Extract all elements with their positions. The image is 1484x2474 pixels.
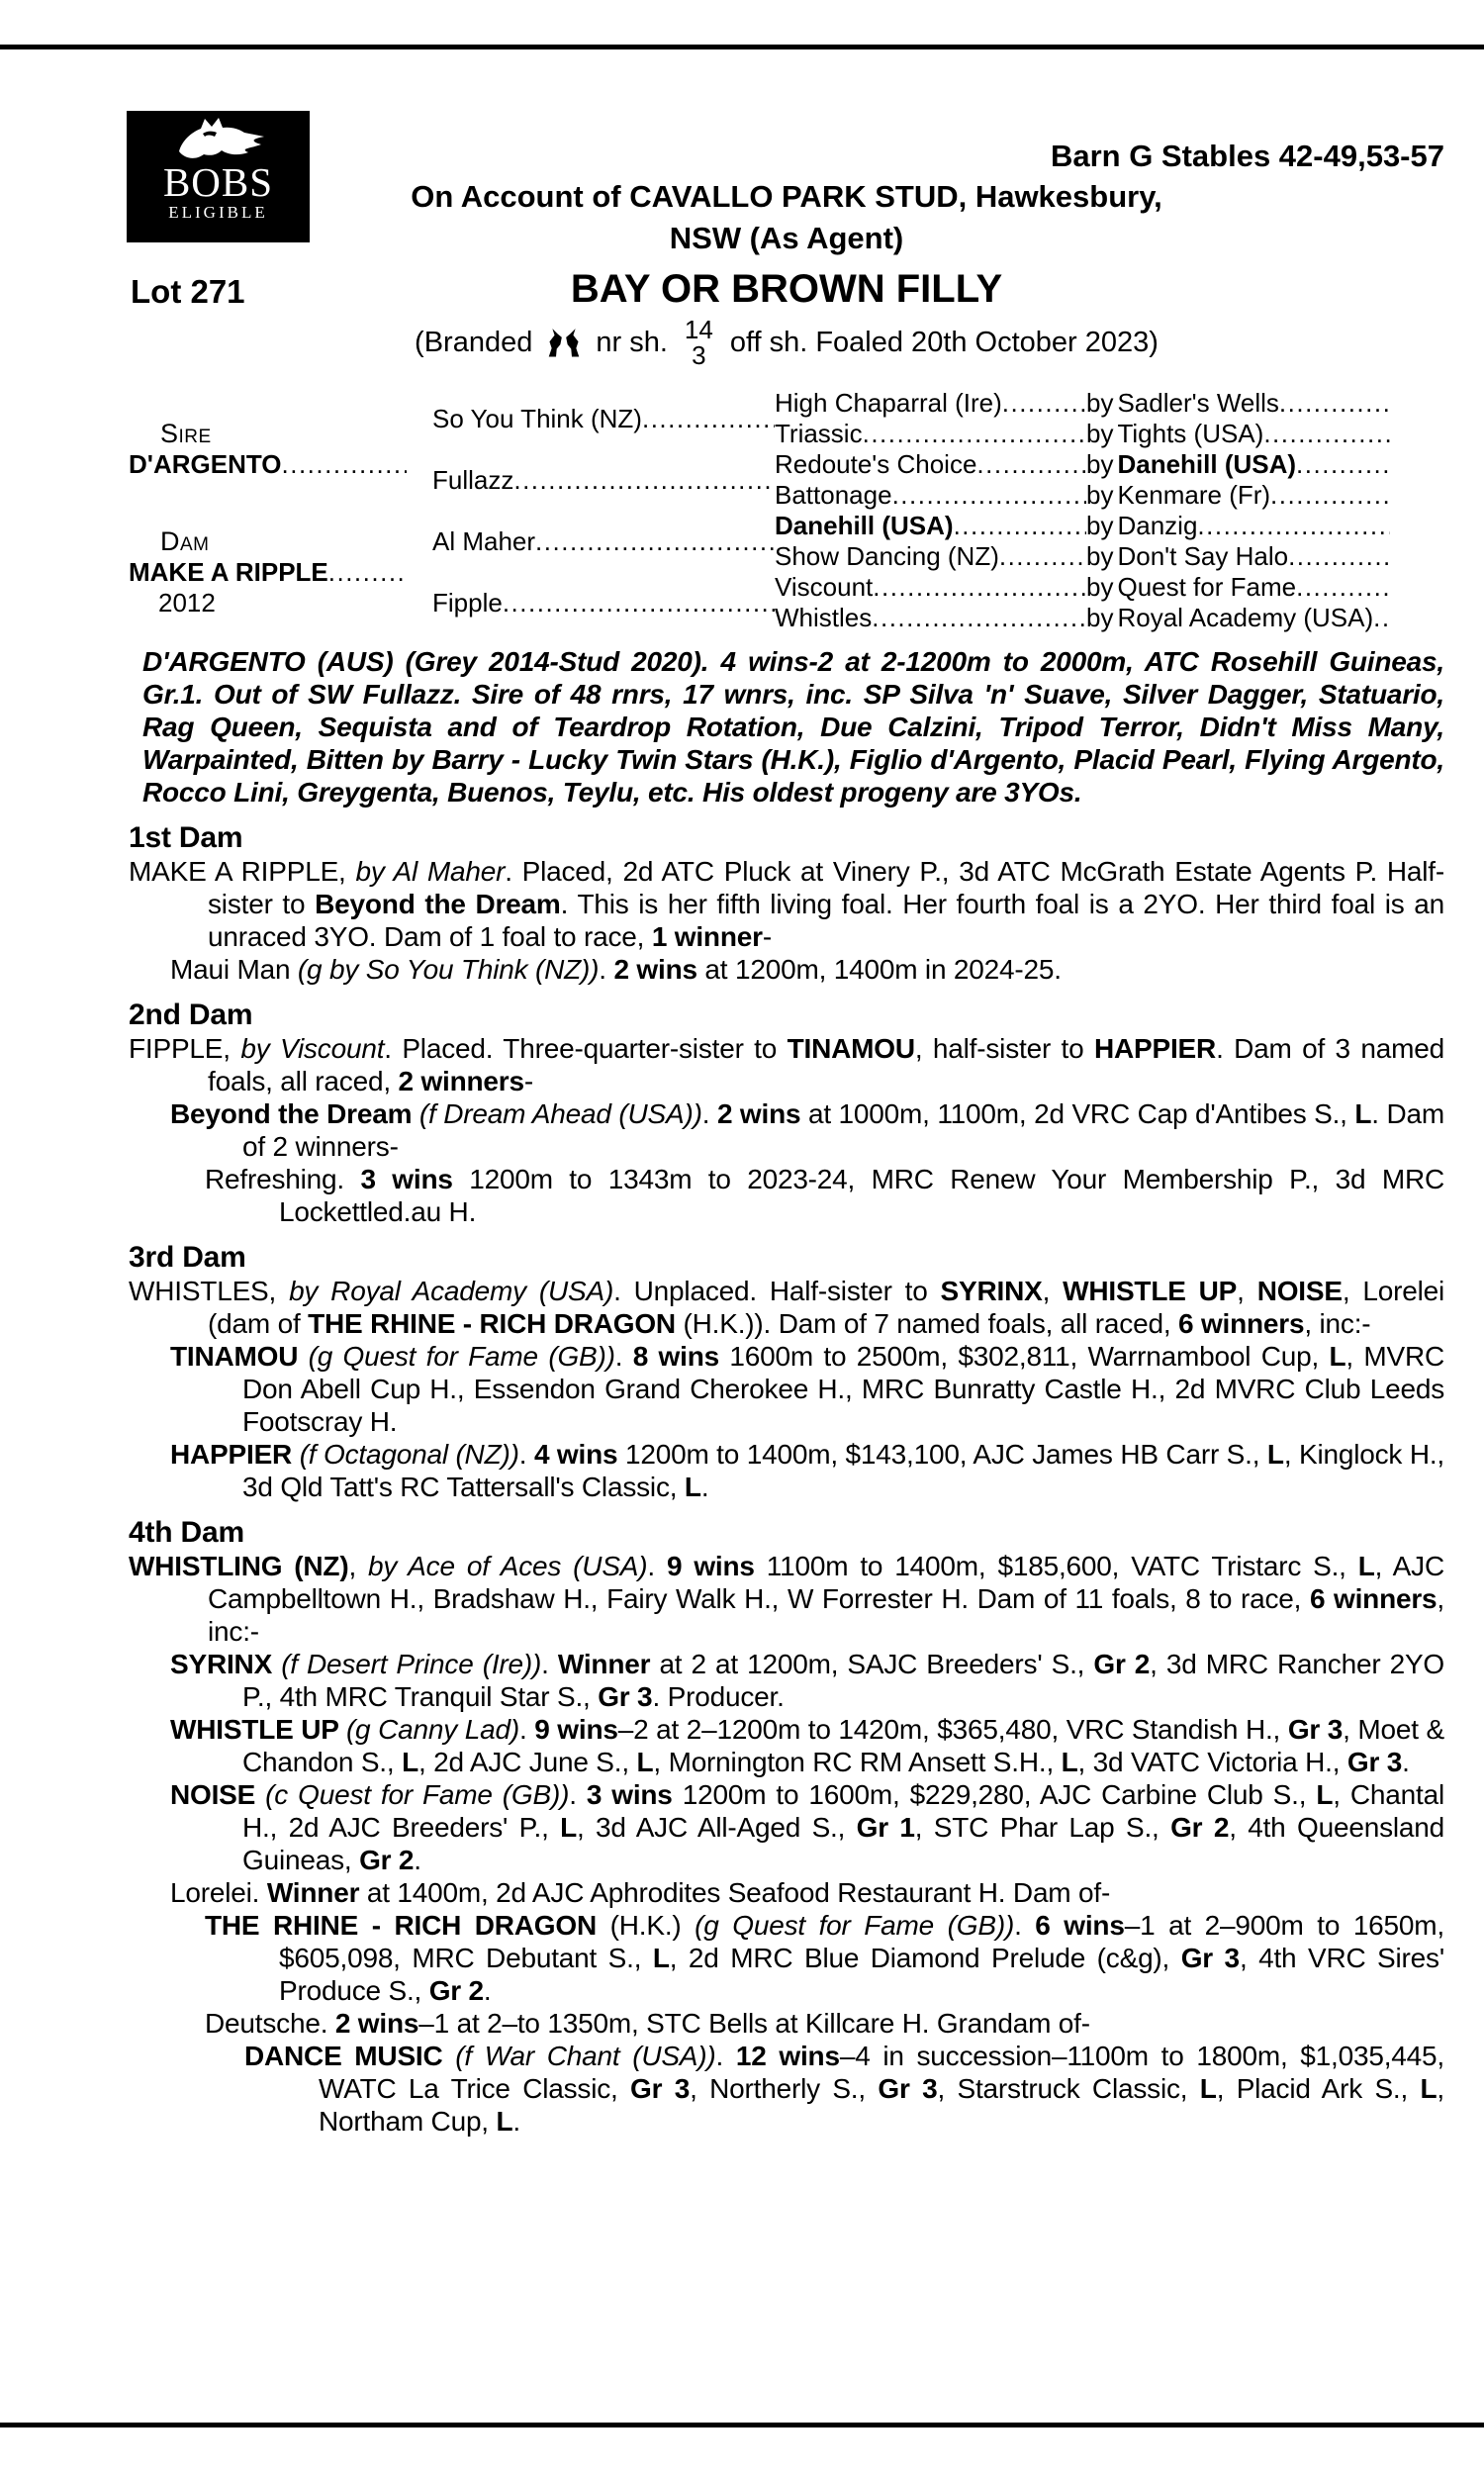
pedigree-name-text: Redoute's Choice: [775, 449, 977, 479]
dot-leader: [872, 603, 1086, 633]
text-run: , AJC Campbelltown H., Bradshaw H., Fairy Walk H., W Forrester H. Dam of 11 foals, 8 to race,: [208, 1551, 1444, 1614]
text-run: .: [569, 1779, 587, 1810]
double-horse-brand-icon: [541, 327, 587, 358]
text-run: Gr 1: [856, 1812, 915, 1843]
dot-leader: [1263, 419, 1390, 449]
text-run: –4 in succession–1100m to 1800m, $1,035,445, WATC La Trice Classic,: [319, 2041, 1444, 2104]
text-run: Gr 3: [598, 1681, 653, 1712]
text-run: . Dam of 2 winners-: [242, 1098, 1444, 1162]
text-run: . Unplaced. Half-sister to: [613, 1276, 941, 1306]
text-run: L: [1266, 1439, 1284, 1470]
text-run: MAKE A RIPPLE,: [129, 856, 356, 887]
text-run: .: [715, 2041, 736, 2071]
text-run: 1600m to 2500m, $302,811, Warrnambool Cup,: [718, 1341, 1330, 1372]
text-run: 6 winners: [1309, 1583, 1438, 1614]
pedigree-paragraph: [129, 855, 1444, 953]
text-run: Maui Man: [170, 954, 298, 985]
dam-section-heading-3: 3rd Dam: [129, 1241, 246, 1274]
dam-sections: [129, 821, 1444, 2138]
dam-section-heading-1: 1st Dam: [129, 821, 243, 854]
by-prefix: by: [1086, 480, 1114, 510]
lot-title-row: [129, 267, 1444, 315]
dot-leader: [1373, 603, 1390, 633]
text-run: .: [414, 1845, 421, 1875]
pedigree-table: [129, 388, 1390, 633]
dot-leader: [892, 480, 1086, 511]
text-run: (g Quest for Fame (GB)): [695, 1910, 1015, 1941]
text-run: WHISTLE UP: [170, 1714, 346, 1745]
dot-leader: [328, 557, 407, 588]
text-run: L: [652, 1943, 670, 1973]
pedigree-sireof-cell: [1086, 541, 1390, 572]
dot-leader: [1279, 388, 1390, 419]
dot-leader: [642, 404, 775, 434]
text-run: L: [1420, 2073, 1438, 2104]
pedigree-name-text: Danehill (USA): [1117, 449, 1297, 479]
text-run: FIPPLE,: [129, 1033, 241, 1064]
text-run: 3 wins: [360, 1164, 453, 1194]
pedigree-name-text: So You Think (NZ): [432, 403, 642, 433]
text-run: THE RHINE - RICH DRAGON: [308, 1308, 676, 1339]
pedigree-sire-cell: [129, 388, 432, 511]
text-run: , 2d MRC Blue Diamond Prelude (c&g),: [669, 1943, 1181, 1973]
dot-leader: [1288, 541, 1390, 572]
pedigree-grandparent-cell: [775, 388, 1086, 419]
text-run: Gr 2: [1170, 1812, 1230, 1843]
text-run: 9 wins: [534, 1714, 618, 1745]
text-run: (f War Chant (USA)): [455, 2041, 716, 2071]
text-run: Gr 3: [630, 2073, 691, 2104]
text-run: Winner: [557, 1649, 651, 1679]
dot-leader: [999, 541, 1086, 572]
pedigree-name-text: Tights (USA): [1117, 419, 1264, 448]
logo-word: BOBS: [162, 159, 274, 205]
text-run: 12 wins: [735, 2041, 840, 2071]
text-run: L: [1061, 1747, 1078, 1777]
text-run: 6 winners: [1178, 1308, 1305, 1339]
text-run: THE RHINE - RICH DRAGON: [205, 1910, 597, 1941]
text-run: , inc:-: [208, 1583, 1445, 1647]
text-run: .: [599, 954, 614, 985]
pedigree-paragraph: [170, 1438, 1444, 1503]
dot-leader: [954, 511, 1086, 541]
text-run: WHISTLE UP: [1063, 1276, 1238, 1306]
barn-stables-line: Barn G Stables 42-49,53-57: [1050, 139, 1444, 173]
text-run: , Chantal H., 2d AJC Breeders' P.,: [242, 1779, 1444, 1843]
pedigree-name-text: D'ARGENTO: [129, 449, 282, 479]
pedigree-name-text: Danzig: [1117, 511, 1198, 540]
pedigree-sireof-cell: [1086, 603, 1390, 633]
pedigree-name-text: Triassic: [775, 419, 863, 448]
dot-leader: [873, 572, 1086, 603]
text-run: NOISE: [1256, 1276, 1343, 1306]
text-run: L: [1329, 1341, 1346, 1372]
sale-header: [129, 137, 1444, 259]
text-run: WHISTLES,: [129, 1276, 290, 1306]
dam-section-heading-2: 2nd Dam: [129, 999, 253, 1031]
pedigree-grandparent-cell: [775, 511, 1086, 541]
pedigree-name-text: Kenmare (Fr): [1117, 480, 1271, 510]
text-run: at 1400m, 2d AJC Aphrodites Seafood Restaurant H. Dam of-: [359, 1877, 1111, 1908]
text-run: .: [512, 2106, 520, 2137]
pedigree-name-text: Fullazz: [432, 464, 514, 495]
text-run: by Viscount: [240, 1033, 385, 1064]
text-run: D'ARGENTO (AUS) (Grey 2014-Stud 2020). 4 wins-2 at 2-1200m to 2000m, ATC Rosehill Guineas, Gr.1. Out of SW Fullazz. Sire of 48 rnrs, 17 wnrs, inc. SP Silva 'n' Suave, Silver Dagger, Statuario, Rag Queen, Sequista and of Teardrop Rotation, Due Calzini, Tripod Terror, Didn't Miss Many, Warpainted, Bitten by Barry - Lucky Twin Stars (H.K.), Figlio d'Argento, Placid Pearl, Flying Argento, Rocco Lini, Greygenta, Buenos, Teylu, etc. His oldest progeny are 3YOs.: [142, 646, 1444, 808]
pedigree-paragraph: [170, 1713, 1444, 1778]
dot-leader: [282, 449, 408, 480]
text-run: , 3d VATC Victoria H.,: [1077, 1747, 1347, 1777]
text-run: –1 at 2–to 1350m, STC Bells at Killcare H. Grandam of-: [418, 2008, 1090, 2039]
pedigree-name: [129, 449, 407, 480]
text-run: ,: [1042, 1276, 1064, 1306]
dot-leader: [1002, 388, 1086, 419]
text-run: 9 wins: [666, 1551, 755, 1581]
text-run: HAPPIER: [170, 1439, 300, 1470]
text-run: , Lorelei (dam of: [208, 1276, 1444, 1339]
bottom-rule: [0, 2423, 1484, 2427]
pedigree-name-text: Battonage: [775, 480, 892, 510]
text-run: (c Quest for Fame (GB)): [265, 1779, 570, 1810]
by-prefix: by: [1086, 511, 1114, 540]
text-run: at 1200m, 1400m in 2024-25.: [696, 954, 1062, 985]
pedigree-grandparent-cell: [775, 449, 1086, 480]
text-run: (f Desert Prince (Ire)): [281, 1649, 542, 1679]
text-run: SYRINX: [940, 1276, 1043, 1306]
pedigree-name-text: Don't Say Halo: [1117, 541, 1289, 571]
text-run: , Northerly S.,: [690, 2073, 879, 2104]
text-run: Gr 2: [428, 1975, 484, 2006]
text-run: (f Octagonal (NZ)): [299, 1439, 519, 1470]
text-run: L: [684, 1472, 701, 1502]
text-run: ,: [1237, 1276, 1257, 1306]
text-run: , Placid Ark S.,: [1216, 2073, 1421, 2104]
pedigree-paragraph: [170, 953, 1444, 986]
text-run: .: [614, 1341, 633, 1372]
dot-leader: [1270, 480, 1390, 511]
text-run: .: [483, 1975, 492, 2006]
text-run: , Kinglock H., 3d Qld Tatt's RC Tattersall's Classic,: [242, 1439, 1445, 1502]
pedigree-name-text: MAKE A RIPPLE: [129, 556, 328, 587]
brand-number-bottom: 3: [692, 340, 706, 370]
pedigree-name-text: Danehill (USA): [775, 511, 954, 540]
text-run: at 1000m, 1100m, 2d VRC Cap d'Antibes S.,: [800, 1098, 1355, 1129]
text-run: (H.K.): [597, 1910, 696, 1941]
text-run: L: [560, 1812, 578, 1843]
text-run: Beyond the Dream: [170, 1098, 419, 1129]
text-run: SYRINX: [170, 1649, 282, 1679]
text-run: Refreshing.: [205, 1164, 361, 1194]
by-prefix: by: [1086, 449, 1114, 479]
account-line-2: NSW (As Agent): [669, 221, 904, 255]
branded-nr-sh: nr sh.: [596, 326, 668, 358]
pedigree-name-text: High Chaparral (Ire): [775, 388, 1002, 418]
text-run: WHISTLING (NZ): [129, 1551, 349, 1581]
pedigree-sireof-cell: [1086, 480, 1390, 511]
text-run: (f Dream Ahead (USA)): [418, 1098, 702, 1129]
text-run: .: [518, 1439, 534, 1470]
text-run: 6 wins: [1035, 1910, 1125, 1941]
by-prefix: by: [1086, 388, 1114, 418]
text-run: by Al Maher: [355, 856, 506, 887]
pedigree-name-text: Al Maher: [432, 525, 536, 556]
text-run: NOISE: [170, 1779, 266, 1810]
pedigree-name: [129, 557, 407, 588]
pedigree-paragraph: [129, 1032, 1444, 1097]
dot-leader: [513, 465, 775, 496]
pedigree-name-text: Sadler's Wells: [1117, 388, 1279, 418]
text-run: Beyond the Dream: [315, 889, 561, 919]
text-run: Gr 2: [1093, 1649, 1151, 1679]
lot-number: Lot 271: [131, 273, 245, 310]
text-run: , Starstruck Classic,: [937, 2073, 1200, 2104]
dot-leader: [503, 588, 775, 618]
pedigree-grandparent-cell: [775, 603, 1086, 633]
text-run: 1200m to 1400m, $143,100, AJC James HB Carr S.,: [617, 1439, 1267, 1470]
text-run: -: [523, 1066, 533, 1096]
pedigree-sireof-cell: [1086, 449, 1390, 480]
text-run: at 2 at 1200m, SAJC Breeders' S.,: [650, 1649, 1094, 1679]
pedigree-grandparent-cell: [775, 419, 1086, 449]
pedigree-paragraph: [244, 2040, 1444, 2138]
text-run: .: [518, 1714, 535, 1745]
text-run: .: [541, 1649, 558, 1679]
account-line-1: On Account of CAVALLO PARK STUD, Hawkesbury,: [411, 179, 1162, 214]
pedigree-paragraph: [205, 1909, 1444, 2007]
text-run: Lorelei.: [170, 1877, 267, 1908]
dot-leader: [535, 526, 775, 557]
text-run: , half-sister to: [914, 1033, 1094, 1064]
text-run: 2 wins: [716, 1098, 801, 1129]
pedigree-dam-cell: [129, 511, 432, 633]
text-run: 2 wins: [613, 954, 697, 985]
text-run: –2 at 2–1200m to 1420m, $365,480, VRC Standish H.,: [617, 1714, 1288, 1745]
text-run: .: [700, 1472, 709, 1502]
by-prefix: by: [1086, 572, 1114, 602]
by-prefix: by: [1086, 603, 1114, 632]
pedigree-grandparent-cell: [775, 541, 1086, 572]
text-run: 8 wins: [632, 1341, 719, 1372]
brand-number-top: 14: [684, 315, 713, 344]
text-run: , Northam Cup,: [319, 2073, 1445, 2137]
text-run: , inc:-: [1304, 1308, 1371, 1339]
pedigree-sireof-cell: [1086, 388, 1390, 419]
text-run: . Placed. Three-quarter-sister to: [384, 1033, 788, 1064]
horse-title: BAY OR BROWN FILLY: [570, 267, 1003, 311]
text-run: , 3d AJC All-Aged S.,: [577, 1812, 857, 1843]
text-run: L: [402, 1747, 418, 1777]
by-prefix: by: [1086, 419, 1114, 448]
branded-suffix: off sh. Foaled 20th October 2023): [729, 326, 1159, 358]
top-rule: [0, 45, 1484, 49]
pedigree-paragraph: [170, 1340, 1444, 1438]
text-run: 2 winners: [398, 1066, 524, 1096]
text-run: . Producer.: [652, 1681, 785, 1712]
pedigree-name-text: Show Dancing (NZ): [775, 541, 999, 571]
text-run: L: [1199, 2073, 1217, 2104]
text-run: . Placed, 2d ATC Pluck at Vinery P., 3d ATC McGrath Estate Agents P. Half-sister to: [208, 856, 1445, 919]
text-run: L: [636, 1747, 654, 1777]
text-run: , 4th VRC Sires' Produce S.,: [279, 1943, 1444, 2006]
text-run: 4 wins: [533, 1439, 618, 1470]
sire-label: Sire: [160, 419, 212, 448]
dam-label: Dam: [160, 525, 210, 556]
dam-section-heading-4: 4th Dam: [129, 1516, 244, 1549]
text-run: 1200m to 1600m, $229,280, AJC Carbine Club S.,: [672, 1779, 1317, 1810]
text-run: , 3d MRC Rancher 2YO P., 4th MRC Tranquil Star S.,: [242, 1649, 1444, 1712]
text-run: . Dam of 3 named foals, all raced,: [208, 1033, 1444, 1096]
logo-subword: ELIGIBLE: [168, 203, 268, 222]
text-run: .: [701, 1098, 717, 1129]
text-run: 1100m to 1400m, $185,600, VATC Tristarc S.,: [754, 1551, 1358, 1581]
pedigree-name-text: Fipple: [432, 587, 503, 618]
text-run: Gr 3: [1287, 1714, 1344, 1745]
pedigree-sireof-cell: [1086, 511, 1390, 541]
catalogue-body: [129, 645, 1444, 2138]
text-run: L: [1357, 1551, 1375, 1581]
text-run: Gr 2: [359, 1845, 415, 1875]
text-run: , 4th Queensland Guineas,: [242, 1812, 1445, 1875]
text-run: HAPPIER: [1093, 1033, 1217, 1064]
text-run: L: [1354, 1098, 1372, 1129]
text-run: , 2d AJC June S.,: [417, 1747, 637, 1777]
pedigree-paragraph: [129, 1550, 1444, 1648]
text-run: . This is her fifth living foal. Her fourth foal is a 2YO. Her third foal is an unraced 3YO. Dam of 1 foal to race,: [208, 889, 1444, 952]
text-run: .: [647, 1551, 667, 1581]
text-run: Deutsche.: [205, 2008, 335, 2039]
dot-leader: [976, 449, 1086, 480]
text-run: , STC Phar Lap S.,: [914, 1812, 1171, 1843]
dot-leader: [1296, 449, 1390, 480]
by-prefix: by: [1086, 541, 1114, 571]
pedigree-grandparent-cell: [775, 572, 1086, 603]
text-run: .: [1402, 1747, 1410, 1777]
text-run: (g by So You Think (NZ)): [297, 954, 600, 985]
branded-line: [129, 317, 1444, 368]
dot-leader: [1296, 572, 1390, 603]
pedigree-parent-cell: [432, 511, 775, 572]
pedigree-paragraph: [205, 2007, 1444, 2040]
text-run: 1200m to 1343m to 2023-24, MRC Renew Your Membership P., 3d MRC Lockettled.au H.: [279, 1164, 1444, 1227]
text-run: L: [1316, 1779, 1334, 1810]
text-run: by Ace of Aces (USA): [368, 1551, 648, 1581]
pedigree-parent-cell: [432, 449, 775, 511]
text-run: , Moet & Chandon S.,: [242, 1714, 1444, 1777]
pedigree-paragraph: [170, 1876, 1444, 1909]
pedigree-year: 2012: [158, 587, 216, 618]
pedigree-parent-cell: [432, 572, 775, 633]
branded-prefix: (Branded: [415, 326, 533, 358]
brand-number-stack: [685, 317, 713, 368]
pedigree-paragraph: [170, 1778, 1444, 1876]
text-run: , MVRC Don Abell Cup H., Essendon Grand Cherokee H., MRC Bunratty Castle H., 2d MVRC Club Leeds Footscray H.: [242, 1341, 1444, 1437]
pedigree-paragraph: [205, 1163, 1444, 1228]
text-run: (g Canny Lad): [345, 1714, 519, 1745]
text-run: Winner: [266, 1877, 360, 1908]
text-run: Gr 3: [878, 2073, 938, 2104]
text-run: L: [496, 2106, 513, 2137]
text-run: 3 wins: [586, 1779, 673, 1810]
text-run: by Royal Academy (USA): [289, 1276, 614, 1306]
pedigree-name-text: Whistles: [775, 603, 873, 632]
text-run: -: [762, 921, 772, 952]
text-run: –1 at 2–900m to 1650m, $605,098, MRC Debutant S.,: [279, 1910, 1445, 1973]
pedigree-name-text: Viscount: [775, 572, 874, 602]
pedigree-parent-cell: [432, 388, 775, 449]
text-run: TINAMOU: [787, 1033, 915, 1064]
text-run: DANCE MUSIC: [244, 2041, 456, 2071]
text-run: TINAMOU: [170, 1341, 309, 1372]
text-run: .: [1014, 1910, 1036, 1941]
text-run: Gr 3: [1180, 1943, 1240, 1973]
text-run: ,: [348, 1551, 369, 1581]
pedigree-sireof-cell: [1086, 419, 1390, 449]
sire-description-paragraph: [142, 645, 1444, 809]
text-run: 1 winner: [651, 921, 763, 952]
text-run: 2 wins: [334, 2008, 419, 2039]
pedigree-name-text: Royal Academy (USA): [1117, 603, 1374, 632]
pedigree-paragraph: [170, 1097, 1444, 1163]
text-run: (H.K.)). Dam of 7 named foals, all raced,: [675, 1308, 1178, 1339]
text-run: , Mornington RC RM Ansett S.H.,: [653, 1747, 1062, 1777]
dot-leader: [1197, 511, 1390, 541]
text-run: (g Quest for Fame (GB)): [308, 1341, 615, 1372]
pedigree-paragraph: [170, 1648, 1444, 1713]
dot-leader: [863, 419, 1086, 449]
pedigree-name-text: Quest for Fame: [1117, 572, 1297, 602]
text-run: Gr 3: [1346, 1747, 1403, 1777]
pedigree-sireof-cell: [1086, 572, 1390, 603]
pedigree-paragraph: [129, 1275, 1444, 1340]
pedigree-grandparent-cell: [775, 480, 1086, 511]
